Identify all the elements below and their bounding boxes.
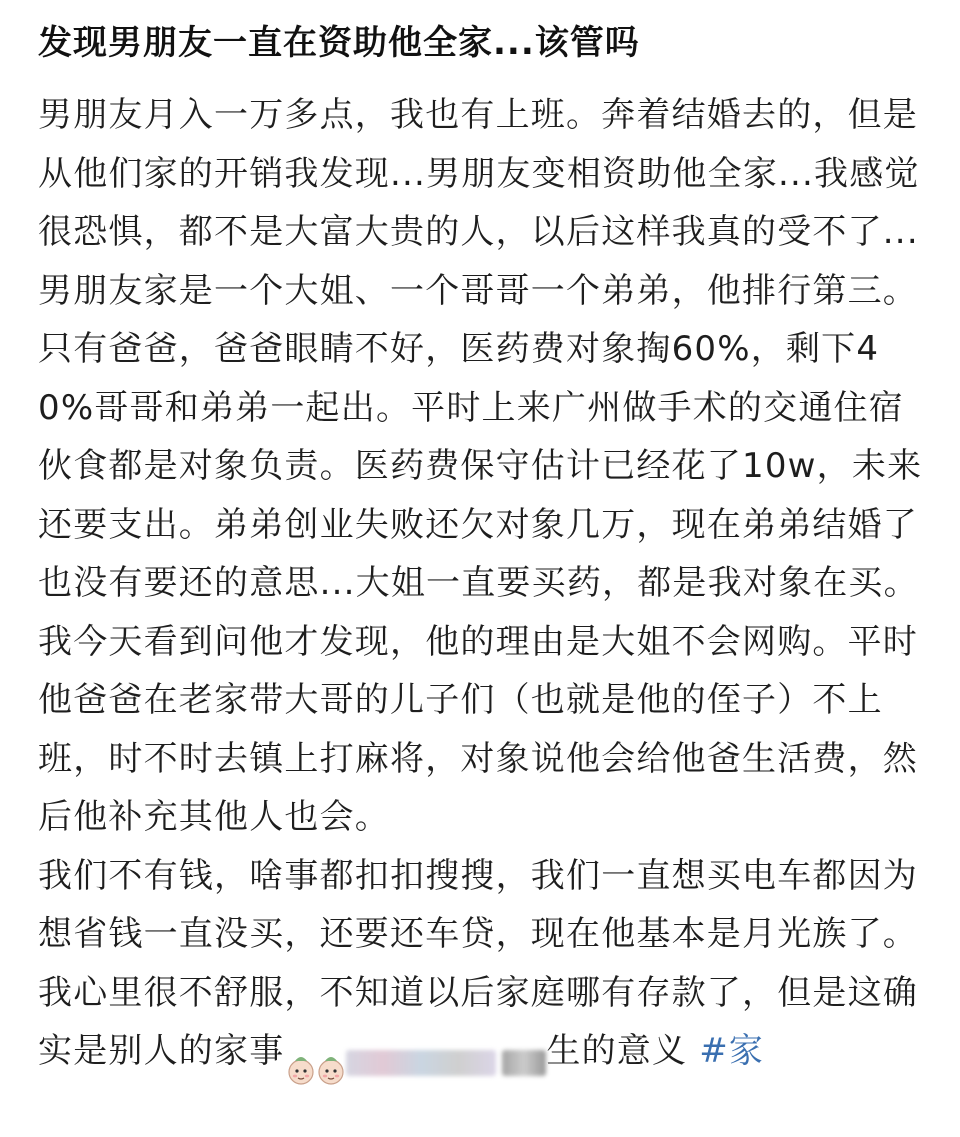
watermark-blur-2 <box>502 1050 546 1076</box>
baby-face-icon <box>316 1046 346 1080</box>
watermark-blur <box>346 1050 496 1076</box>
paragraph-3-tail: 生的意义 <box>546 1031 688 1071</box>
baby-face-icon <box>286 1046 316 1080</box>
paragraph-2: 男朋友家是一个大姐、一个哥哥一个弟弟，他排行第三。只有爸爸，爸爸眼睛不好，医药费对象掏60%，剩下40%哥哥和弟弟一起出。平时上来广州做手术的交通住宿伙食都是对象负责。医药费保守估计已经花了10w，未来还要支出。弟弟创业失败还欠对象几万，现在弟弟结婚了也没有要还的意思...大姐一直要买药，都是我对象在买。我今天看到问他才发现，他的理由是大姐不会网购。平时他爸爸在老家带大哥的儿子们（也就是他的侄子）不上班，时不时去镇上打麻将，对象说他会给他爸生活费，然后他补充其他人也会。 <box>38 270 923 837</box>
post-body <box>38 86 924 1081</box>
paragraph-3-text: 我们不有钱，啥事都扣扣搜搜，我们一直想买电车都因为想省钱一直没买，还要还车贷，现在他基本是月光族了。我心里很不舒服，不知道以后家庭哪有存款了，但 <box>38 855 918 1013</box>
post-title: 发现男朋友一直在资助他全家...该管吗 <box>38 23 640 63</box>
paragraph-3 <box>38 847 924 1081</box>
topic-tag[interactable]: #家 <box>699 1031 765 1071</box>
paragraph-3-last-line: 是这确实是别人的家事 <box>38 972 919 1071</box>
paragraph-1: 男朋友月入一万多点，我也有上班。奔着结婚去的，但是从他们家的开销我发现...男朋友变相资助他全家...我感觉很恐惧，都不是大富大贵的人，以后这样我真的受不了... <box>38 95 920 252</box>
sticker-strip <box>286 1033 546 1073</box>
